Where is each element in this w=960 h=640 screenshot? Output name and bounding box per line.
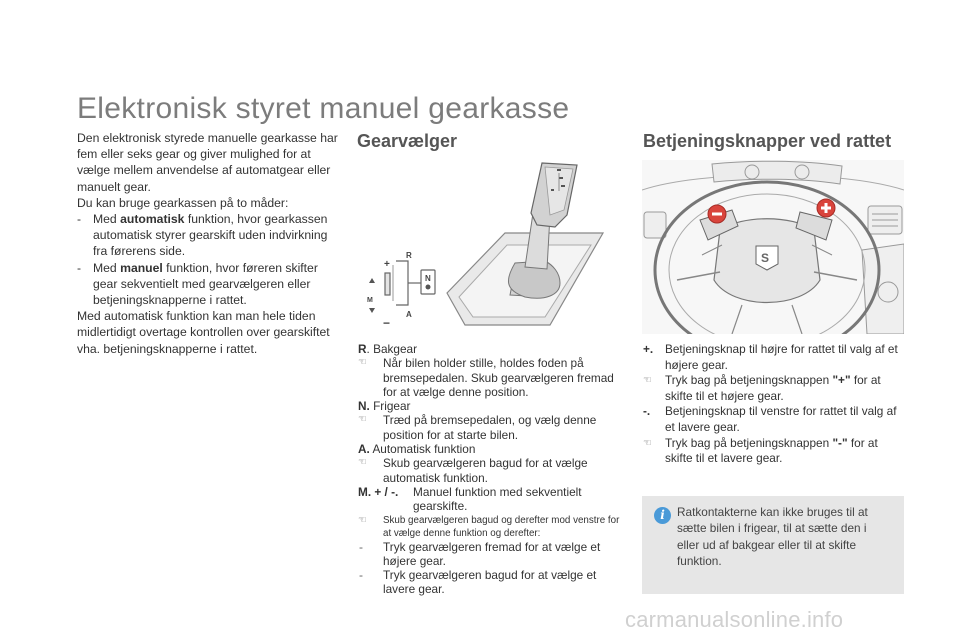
arrow-bullet-icon: ☜ <box>358 357 367 369</box>
list-item: A. Automatisk funktion <box>358 442 476 457</box>
list-item: - Tryk gearvælgeren fremad for at vælge et højere gear. <box>359 539 601 568</box>
gear-selector-list <box>358 342 620 597</box>
list-item: ☜ Tryk bag på betjeningsknappen "+" for at skifte til et højere gear. <box>643 373 881 403</box>
steering-wheel-illustration <box>642 160 904 334</box>
list-item: ☜ Skub gearvælgeren bagud og derefter mod venstre for at vælge denne funktion og derefter: <box>358 514 620 539</box>
gear-selector-illustration <box>355 155 620 335</box>
list-item: -. Betjeningsknap til venstre for rattet til valg af et lavere gear. <box>643 404 897 434</box>
list-item: R. Bakgear <box>358 342 418 356</box>
gear-lever-icon <box>355 155 620 335</box>
list-item: ☜ Træd på bremsepedalen, og vælg denne position for at starte bilen. <box>358 413 597 442</box>
diagram-label-minus: − <box>383 316 391 330</box>
gear-selector-heading: Gearvælger <box>357 131 458 151</box>
list-item: - Tryk gearvælgeren bagud for at vælge et lavere gear. <box>359 568 597 597</box>
arrow-bullet-icon: ☜ <box>358 514 367 526</box>
intro-paragraph: Med automatisk funktion kan man hele tiden midlertidigt overtage kontrollen over gearskiftet vha. betjeningsknapperne i rattet. <box>77 309 330 356</box>
diagram-label-plus: + <box>384 259 390 270</box>
list-item: M. + / -. Manuel funktion med sekventielt gearskifte. <box>358 484 582 514</box>
dash-bullet: - <box>359 568 363 583</box>
arrow-bullet-icon: ☜ <box>358 457 367 469</box>
page-title: Elektronisk styret manuel gearkasse <box>77 92 570 125</box>
diagram-label-m: M <box>367 297 373 304</box>
arrow-bullet-icon: ☜ <box>643 375 652 387</box>
dash-bullet: - <box>77 212 82 227</box>
intro-paragraph: Den elektronisk styrede manuelle gearkasse har fem eller seks gear og giver mulighed for at vælge mellem anvendelse af automatgear eller manuelt gear. <box>77 131 338 194</box>
steering-controls-heading: Betjeningsknapper ved rattet <box>643 131 892 151</box>
info-note-text: Ratkontakterne kan ikke bruges til at sætte bilen i frigear, til at sætte den i eller ud af bakgear eller til at skifte funktion. <box>677 505 868 568</box>
list-item: ☜ Skub gearvælgeren bagud for at vælge automatisk funktion. <box>358 456 588 485</box>
info-note <box>642 496 904 594</box>
list-item: ☜ Når bilen holder stille, holdes foden på bremsepedalen. Skub gearvælgeren fremad for at vælge denne position. <box>358 356 614 399</box>
watermark: carmanualsonline.info <box>625 607 844 632</box>
arrow-bullet-icon: ☜ <box>643 437 652 449</box>
diagram-label-a: A <box>406 310 412 319</box>
dash-bullet: - <box>359 539 363 554</box>
arrow-bullet-icon: ☜ <box>358 414 367 426</box>
list-item: ☜ Tryk bag på betjeningsknappen "-" for at skifte til et lavere gear. <box>643 435 878 466</box>
list-item: N. Frigear <box>358 399 411 414</box>
intro-text <box>77 130 339 357</box>
list-item: - Med manuel funktion, hvor føreren skifter gear sekventielt med gearvælgeren eller betjeningsknapperne i rattet. <box>77 260 318 308</box>
info-icon: i <box>654 507 671 524</box>
svg-text:S: S <box>761 251 770 265</box>
diagram-label-n: N <box>425 274 431 283</box>
intro-paragraph: Du kan bruge gearkassen på to måder: <box>77 195 289 210</box>
list-item: +. Betjeningsknap til højre for rattet til valg af et højere gear. <box>643 342 898 372</box>
steering-controls-list <box>643 342 905 467</box>
diagram-label-r: R <box>406 251 412 260</box>
steering-wheel-icon <box>642 160 904 334</box>
list-item: - Med automatisk funktion, hvor gearkassen automatisk styrer gearskift uden indvirkning fra førerens side. <box>77 212 328 259</box>
dash-bullet: - <box>77 260 82 275</box>
